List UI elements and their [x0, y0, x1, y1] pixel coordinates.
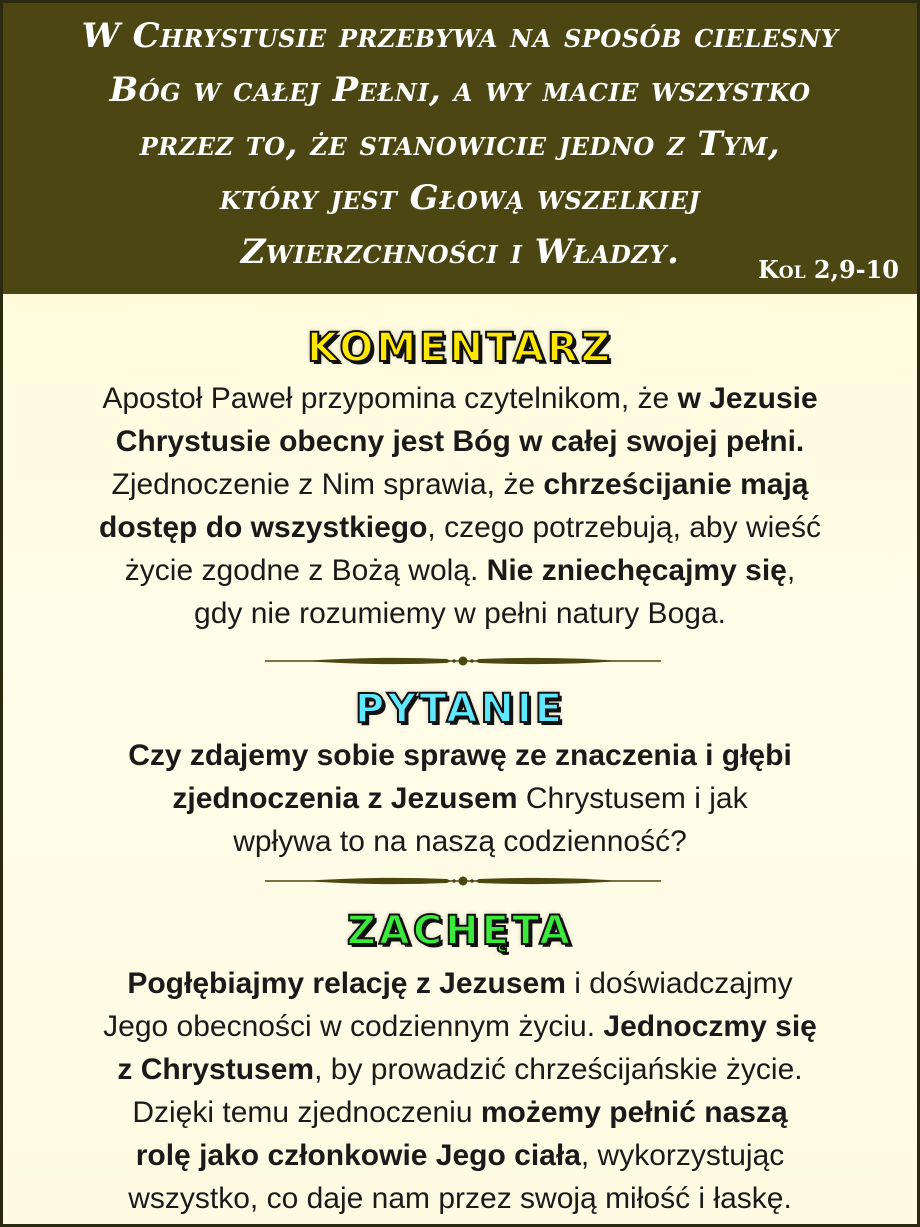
text-line — [3, 734, 917, 777]
bold-span: dostęp do wszystkiego — [99, 511, 428, 544]
bold-span: rolę jako członkowie Jego ciała — [135, 1139, 581, 1172]
text-span: i doświadczajmy — [565, 967, 793, 1000]
text-line — [3, 592, 917, 635]
text-span: Dzięki temu zjednoczeniu — [132, 1096, 481, 1129]
text-span: Jego obecności w codziennym życiu. — [103, 1010, 604, 1043]
text-line — [3, 1177, 917, 1220]
bold-span: chrześcijanie mają — [543, 468, 809, 501]
verse-text — [3, 9, 917, 279]
text-line — [3, 1091, 917, 1134]
text-line — [3, 1134, 917, 1177]
text-line — [3, 1005, 917, 1048]
text-span: Chrystusem i jak — [517, 782, 748, 815]
text-line — [3, 962, 917, 1005]
zacheta-title: ZACHĘTA — [346, 908, 574, 954]
verse-line: Bóg w całej Pełni, a wy macie wszystko — [109, 70, 811, 110]
bold-span: Czy zdajemy sobie sprawę ze znaczenia i głębi — [128, 739, 792, 772]
text-span: gdy nie rozumiemy w pełni natury Boga. — [194, 597, 726, 630]
pytanie-title: PYTANIE — [354, 686, 566, 732]
zacheta-text — [3, 962, 917, 1220]
verse-reference: Kol 2,9-10 — [757, 255, 899, 284]
komentarz-text — [3, 377, 917, 635]
text-span: wpływa to na naszą codzienność? — [233, 825, 687, 858]
text-span: , wykorzystując — [580, 1139, 785, 1172]
verse-line: który jest Głową wszelkiej — [219, 178, 701, 218]
bold-span: Pogłębiajmy relację z Jezusem — [127, 967, 566, 1000]
bold-span: Nie zniechęcajmy się — [486, 554, 787, 587]
text-line — [3, 1048, 917, 1091]
text-span: Zjednoczenie z Nim sprawia, że — [111, 468, 544, 501]
text-span: wszystko, co daje nam przez swoją miłość i łaskę. — [128, 1182, 792, 1215]
pytanie-text — [3, 734, 917, 863]
verse-line: Zwierzchności i Władzy. — [240, 232, 680, 272]
text-line — [3, 420, 917, 463]
verse-header — [3, 3, 917, 294]
bold-span: z Chrystusem — [117, 1053, 315, 1086]
bold-span: zjednoczenia z Jezusem — [172, 782, 518, 815]
komentarz-title: KOMENTARZ — [307, 325, 613, 371]
ornament-divider — [265, 874, 661, 888]
text-span: życie zgodne z Bożą wolą. — [124, 554, 487, 587]
text-line — [3, 377, 917, 420]
text-span: , by prowadzić chrześcijańskie życie. — [314, 1053, 803, 1086]
bold-span: możemy pełnić naszą — [480, 1096, 788, 1129]
verse-line: przez to, że stanowicie jedno z Tym, — [139, 124, 781, 164]
text-span: , — [786, 554, 796, 587]
text-span: Apostoł Paweł przypomina czytelnikom, że — [102, 382, 678, 415]
bold-span: w Jezusie — [677, 382, 818, 415]
bold-span: Chrystusie obecny jest Bóg w całej swojej pełni. — [115, 425, 805, 458]
text-line — [3, 506, 917, 549]
bold-span: Jednoczmy się — [603, 1010, 817, 1043]
text-line — [3, 777, 917, 820]
text-span: , czego potrzebują, aby wieść — [427, 511, 821, 544]
text-line — [3, 820, 917, 863]
text-line — [3, 549, 917, 592]
text-line — [3, 463, 917, 506]
verse-line: W Chrystusie przebywa na sposób cielesny — [81, 16, 839, 56]
ornament-divider — [265, 654, 661, 668]
